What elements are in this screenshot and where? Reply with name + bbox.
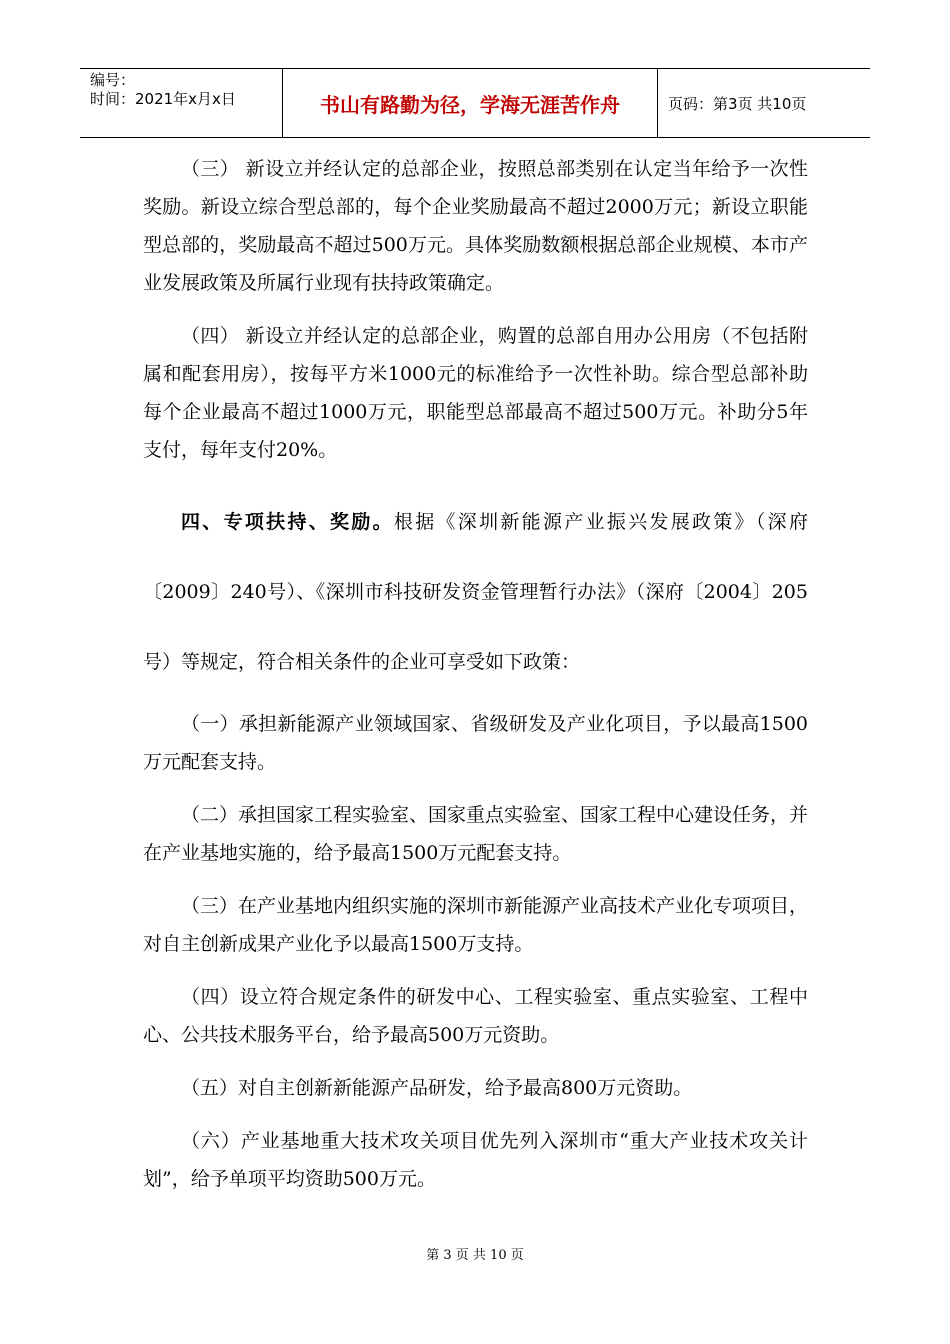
list-item-2: （二）承担国家工程实验室、国家重点实验室、国家工程中心建设任务，并在产业基地实施的，给予最高1500万元配套支持。 — [143, 804, 809, 864]
list-item-1: （一）承担新能源产业领域国家、省级研发及产业化项目，予以最高1500万元配套支持。 — [143, 713, 808, 773]
paragraph-3: （三） 新设立并经认定的总部企业，按照总部类别在认定当年给予一次性奖励。新设立综合型总部的，每个企业奖励最高不超过2000万元；新设立职能型总部的，奖励最高不超过500万元。具体奖励数额根据总部企业规模、本市产业发展政策及所属行业现有扶持政策确定。 — [143, 158, 808, 294]
section-4-text: 根据《深圳新能源产业振兴发展政策》（深府〔2009〕240号）、《深圳市科技研发资金管理暂行办法》（深府〔2004〕205号）等规定，符合相关条件的企业可享受如下政策： — [143, 511, 808, 673]
document-date: 时间：2021年x月x日 — [90, 90, 236, 108]
header-meta — [80, 69, 283, 137]
list-item-6: （六）产业基地重大技术攻关项目优先列入深圳市“重大产业技术攻关计划”，给予单项平均资助500万元。 — [143, 1130, 808, 1190]
section-4-heading: 四、专项扶持、奖励。 — [181, 511, 394, 533]
page-header — [80, 68, 870, 138]
document-number: 编号： — [90, 71, 136, 89]
document-body — [143, 150, 808, 1198]
list-item-4: （四）设立符合规定条件的研发中心、工程实验室、重点实验室、工程中心、公共技术服务平台，给予最高500万元资助。 — [143, 986, 808, 1046]
header-motto: 书山有路勤为径，学海无涯苦作舟 — [283, 69, 658, 137]
list-item-5: （五）对自主创新新能源产品研发，给予最高800万元资助。 — [181, 1077, 693, 1099]
section-4 — [143, 487, 808, 697]
paragraph-4: （四） 新设立并经认定的总部企业，购置的总部自用办公用房（不包括附属和配套用房），按每平方米1000元的标准给予一次性补助。综合型总部补助每个企业最高不超过1000万元，职能型总部最高不超过500万元。补助分5年支付，每年支付20%。 — [143, 325, 808, 461]
page-footer: 第 3 页 共 10 页 — [426, 1248, 524, 1263]
list-item-3: （三）在产业基地内组织实施的深圳市新能源产业高技术产业化专项项目，对自主创新成果产业化予以最高1500万支持。 — [143, 895, 809, 955]
header-page-info: 页码：第3页 共10页 — [668, 94, 807, 113]
